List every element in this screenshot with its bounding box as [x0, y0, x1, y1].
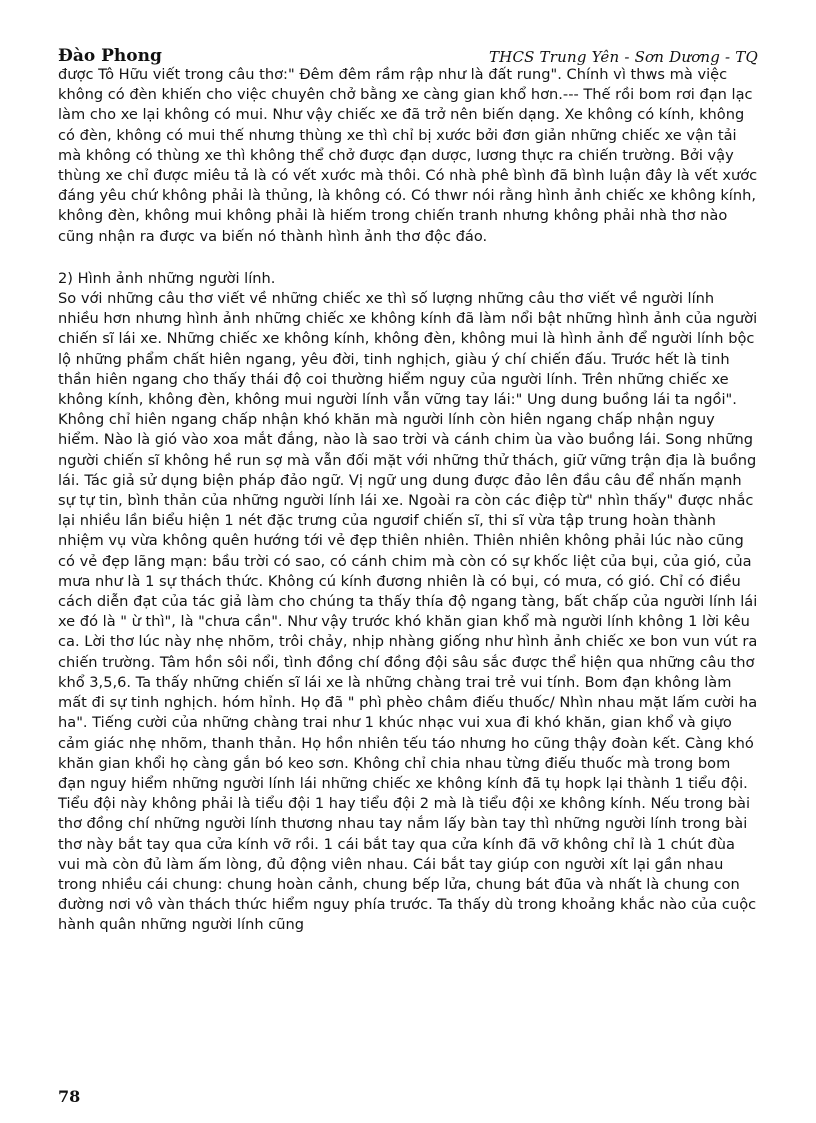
header-school: THCS Trung Yên - Sơn Dương - TQ: [488, 48, 758, 66]
document-body: [58, 65, 758, 936]
section-heading: 2) Hình ảnh những người lính.: [58, 269, 276, 287]
paragraph-2: So với những câu thơ viết về những chiếc xe thì số lượng những câu thơ viết về người lính nhiều hơn nhưng hình ảnh những chiếc xe không kính đã làm nổi bật những hình ảnh của người chiến sĩ lái xe. Những chiếc xe không kính, không đèn, không mui là hình ảnh để người lính bộc lộ những phẩm chất hiên ngang, yêu đời, tinh nghịch, giàu ý chí chiến đấu. Trước hết là tinh thần hiên ngang cho thấy thái độ coi thường hiểm nguy của người lính. Trên những chiếc xe không kính, không đèn, không mui người lính vẫn vững tay lái:" Ung dung buồng lái ta ngồi". Không chỉ hiên ngang chấp nhận khó khăn mà người lính còn hiên ngang chấp nhận nguy hiểm. Nào là gió vào xoa mắt đắng, nào là sao trời và cánh chim ùa vào buồng lái. Song những người chiến sĩ không hề run sợ mà vẫn đối mặt với những thử thách, giữ vững trận địa là buồng lái. Tác giả sử dụng biện pháp đảo ngữ. Vị ngữ ung dung được đảo lên đầu câu để nhấn mạnh sự tự tin, bình thản của những người lính lái xe. Ngoài ra còn các điệp từ" nhìn thấy" được nhắc lại nhiều lần biểu hiện 1 nét đặc trưng của ngươif chiến sĩ, thi sĩ vừa tập trung hoàn thành nhiệm vụ vừa không quên hướng tới vẻ đẹp thiên nhiên. Thiên nhiên không phải lúc nào cũng có vẻ đẹp lãng mạn: bầu trời có sao, có cánh chim mà còn có sự khốc liệt của bụi, của gió, của mưa như là 1 sự thách thức. Không cú kính đương nhiên là có bụi, có mưa, có gió. Chỉ có điều cách diễn đạt của tác giả làm cho chúng ta thấy thía độ ngang tàng, bất chấp của người lính lái xe đó là " ừ thì", là "chưa cần". Như vậy trước khó khăn gian khổ mà người lính không 1 lời kêu ca. Lời thơ lúc này nhẹ nhõm, trôi chảy, nhịp nhàng giống như hình ảnh chiếc xe bon vun vút ra chiến trường. Tâm hồn sôi nổi, tình đồng chí đồng đội sâu sắc được thể hiện qua những câu thơ khổ 3,5,6. Ta thấy những chiến sĩ lái xe là những chàng trai trẻ vui tính. Bom đạn không làm mất đi sự tinh nghịch. hóm hỉnh. Họ đã " phì phèo châm điếu thuốc/ Nhìn nhau mặt lấm cười ha ha". Tiếng cười của những chàng trai như 1 khúc nhạc vui xua đi khó khăn, gian khổ và giựo cảm giác nhẹ nhõm, thanh thản. Họ hồn nhiên tếu táo nhưng ho cũng thậy đoàn kết. Càng khó khăn gian khổi họ càng gắn bó keo sơn. Không chỉ chia nhau từng điếu thuốc mà trong bom đạn nguy hiểm những người lính lái những chiếc xe không kính đã tụ hopk lại thành 1 tiểu đội. Tiểu đội này không phải là tiểu đội 1 hay tiểu đội 2 mà là tiểu đội xe không kính. Nếu trong bài thơ đồng chí những người lính thương nhau tay nắm lấy bàn tay thì những người lính trong bài thơ này bắt tay qua cửa kính vỡ rồi. 1 cái bắt tay qua cửa kính đã vỡ không chỉ là 1 chút đùa vui mà còn đủ làm ấm lòng, đủ động viên nhau. Cái bắt tay giúp con người xít lại gần nhau trong nhiều cái chung: chung hoàn cảnh, chung bếp lửa, chung bát đũa và nhất là chung con đường nơi vô vàn thách thức hiểm nguy phía trước. Ta thấy dù trong khoảng khắc nào của cuộc hành quân những người lính cũng: [58, 290, 758, 934]
header-author: Đào Phong: [58, 46, 162, 66]
paragraph-gap: [58, 247, 758, 269]
page-number: 78: [58, 1087, 81, 1106]
paragraph-1: được Tô Hữu viết trong câu thơ:" Đêm đêm rầm rập như là đất rung". Chính vì thws mà việc không có đèn khiến cho việc chuyên chở bằng xe càng gian khổ hơn.--- Thế rồi bom rơi đạn lạc làm cho xe lại không có mui. Như vậy chiếc xe đã trở nên biến dạng. Xe không có kính, không có đèn, không có mui thế nhưng thùng xe thì chỉ bị xước bởi đơn giản những chiếc xe vận tải mà không có thùng xe thì không thể chở được đạn dược, lương thực ra chiến trường. Bởi vậy thùng xe chỉ được miêu tả là có vết xước mà thôi. Có nhà phê bình đã bình luận đây là vết xước đáng yêu chứ không phải là thủng, là không có. Có thwr nói rằng hình ảnh chiếc xe không kính, không đèn, không mui không phải là hiếm trong chiến tranh nhưng không phải nhà thơ nào cũng nhận ra được va biến nó thành hình ảnh thơ độc đáo.: [58, 66, 758, 245]
